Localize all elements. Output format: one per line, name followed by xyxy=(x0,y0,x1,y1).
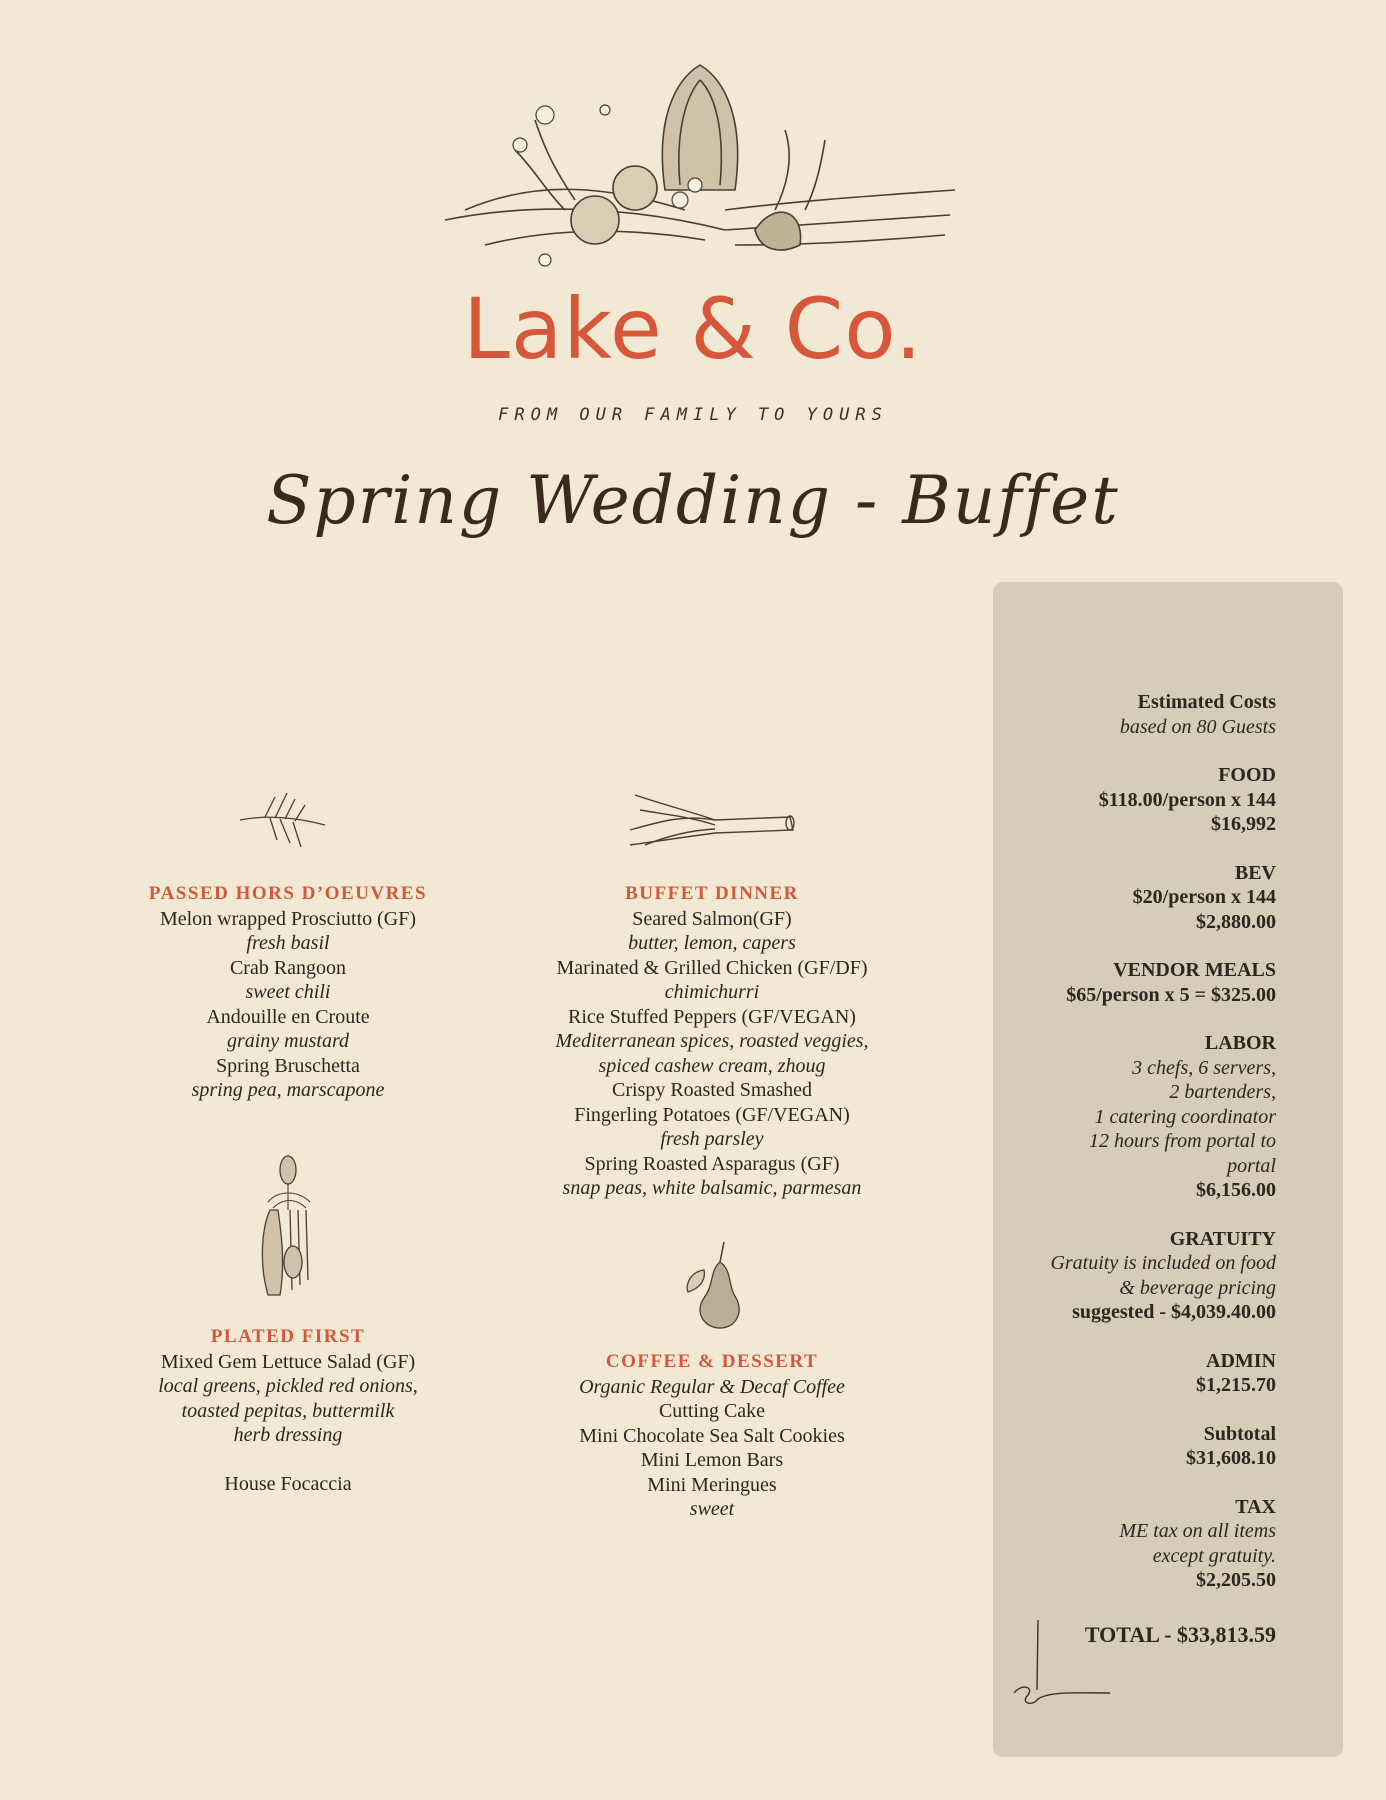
menu-item-description: sweet xyxy=(689,1498,735,1520)
menu-item-description: local greens, pickled red onions, xyxy=(158,1375,418,1397)
cost-line: $65/person x 5 = $325.00 xyxy=(1066,983,1276,1006)
pear-icon xyxy=(680,1240,750,1330)
menu-item-name: Crab Rangoon xyxy=(229,956,347,979)
menu-item-description: spiced cashew cream, zhoug xyxy=(598,1054,826,1077)
cost-line: LABOR xyxy=(1204,1032,1276,1054)
cost-line: Subtotal xyxy=(1203,1422,1276,1445)
cost-spacer xyxy=(946,1471,1276,1495)
cost-line: suggested - $4,039.40.00 xyxy=(1072,1301,1276,1323)
leek-icon xyxy=(625,785,800,855)
estimated-costs xyxy=(946,690,1276,1647)
cost-line: $20/person x 144 xyxy=(1132,886,1276,908)
section-buffet-dinner xyxy=(520,882,904,1201)
section-passed-hors-doeuvres xyxy=(108,882,468,1103)
menu-item-name: Marinated & Grilled Chicken (GF/DF) xyxy=(556,956,868,979)
cost-note: 2 bartenders, xyxy=(1169,1081,1276,1103)
menu-item-name: Crispy Roasted Smashed xyxy=(612,1079,812,1101)
cost-note: 1 catering coordinator xyxy=(1094,1105,1276,1128)
cost-spacer xyxy=(946,739,1276,763)
cost-spacer xyxy=(946,1325,1276,1349)
cost-line: Estimated Costs xyxy=(1137,691,1276,713)
cost-line: $1,215.70 xyxy=(1196,1374,1276,1396)
menu-item-description: spring pea, marscapone xyxy=(191,1079,385,1101)
cost-spacer xyxy=(946,1203,1276,1227)
menu-item-name: Rice Stuffed Peppers (GF/VEGAN) xyxy=(568,1005,856,1028)
section-title: PASSED HORS D’OEUVRES xyxy=(148,883,428,904)
cost-line: $16,992 xyxy=(1211,813,1276,835)
herb-sprig-icon xyxy=(235,785,330,855)
section-coffee-dessert xyxy=(520,1350,904,1522)
cost-spacer xyxy=(946,934,1276,958)
cost-line: $2,880.00 xyxy=(1196,910,1276,933)
brand-logo: Lake & Co. xyxy=(463,280,923,378)
section-title: COFFEE & DESSERT xyxy=(605,1351,819,1372)
cost-note: ME tax on all items xyxy=(1119,1520,1276,1542)
cost-note: 12 hours from portal to xyxy=(1088,1130,1276,1152)
menu-item-name: House Focaccia xyxy=(224,1473,352,1495)
cutlery-bundle-icon xyxy=(248,1150,328,1300)
menu-item-name: Mixed Gem Lettuce Salad (GF) xyxy=(160,1350,416,1373)
menu-item-description: sweet chili xyxy=(245,981,331,1003)
total-cost: TOTAL - $33,813.59 xyxy=(1084,1621,1276,1647)
menu-item-description: chimichurri xyxy=(664,981,760,1003)
cost-note: Gratuity is included on food xyxy=(1050,1252,1276,1274)
menu-item-name: Fingerling Potatoes (GF/VEGAN) xyxy=(574,1103,850,1126)
cost-spacer xyxy=(946,837,1276,861)
menu-item-description: fresh parsley xyxy=(660,1128,764,1150)
tagline: FROM OUR FAMILY TO YOURS xyxy=(498,405,888,425)
menu-item-name: Spring Bruschetta xyxy=(216,1054,360,1077)
menu-item-description: butter, lemon, capers xyxy=(628,932,796,954)
cost-spacer xyxy=(946,1007,1276,1031)
cost-line: FOOD xyxy=(1218,764,1276,786)
signature-flourish-icon xyxy=(1010,1615,1120,1725)
cost-note: based on 80 Guests xyxy=(1119,715,1276,738)
cost-line: BEV xyxy=(1234,861,1276,884)
cost-note: 3 chefs, 6 servers, xyxy=(1132,1056,1276,1079)
menu-item-name: Seared Salmon(GF) xyxy=(632,907,792,930)
menu-lines xyxy=(108,1350,468,1497)
section-plated-first xyxy=(108,1325,468,1497)
menu-item-description: toasted pepitas, buttermilk xyxy=(181,1399,395,1422)
cost-note: except gratuity. xyxy=(1152,1544,1276,1567)
cost-line: $6,156.00 xyxy=(1196,1179,1276,1201)
cost-note: portal xyxy=(1227,1154,1276,1177)
section-title: PLATED FIRST xyxy=(210,1326,366,1347)
vegetable-bouquet-illustration xyxy=(425,60,965,285)
menu-item-name: Spring Roasted Asparagus (GF) xyxy=(584,1152,840,1175)
menu-item-name: Mini Lemon Bars xyxy=(640,1449,784,1471)
menu-item-description: fresh basil xyxy=(246,932,330,954)
menu-item-description: herb dressing xyxy=(233,1424,343,1446)
menu-lines xyxy=(520,1375,904,1522)
cost-line: TAX xyxy=(1235,1495,1276,1518)
menu-item-name: Cutting Cake xyxy=(658,1400,766,1422)
section-title: BUFFET DINNER xyxy=(625,883,799,904)
cost-note: & beverage pricing xyxy=(1119,1276,1276,1299)
menu-lines xyxy=(520,907,904,1201)
menu-item-description: Organic Regular & Decaf Coffee xyxy=(579,1375,845,1398)
cost-line: $2,205.50 xyxy=(1196,1569,1276,1591)
menu-item-description: Mediterranean spices, roasted veggies, xyxy=(555,1030,869,1052)
cost-line: VENDOR MEALS xyxy=(1113,959,1276,981)
menu-item-description: grainy mustard xyxy=(226,1030,350,1052)
menu-item-description: snap peas, white balsamic, parmesan xyxy=(562,1177,862,1199)
menu-item-name: Mini Chocolate Sea Salt Cookies xyxy=(579,1424,845,1447)
cost-spacer xyxy=(946,1593,1276,1617)
cost-line: $31,608.10 xyxy=(1186,1447,1276,1469)
cost-spacer xyxy=(946,1398,1276,1422)
cost-line: $118.00/person x 144 xyxy=(1098,788,1276,811)
menu-item-name: Mini Meringues xyxy=(647,1473,777,1496)
menu-item-name xyxy=(108,1448,468,1473)
menu-item-name: Andouille en Croute xyxy=(206,1005,370,1028)
event-title: Spring Wedding - Buffet xyxy=(266,462,1120,539)
menu-lines xyxy=(108,907,468,1103)
menu-item-name: Melon wrapped Prosciutto (GF) xyxy=(159,907,417,930)
cost-line: GRATUITY xyxy=(1169,1227,1276,1250)
cost-line: ADMIN xyxy=(1206,1349,1276,1372)
